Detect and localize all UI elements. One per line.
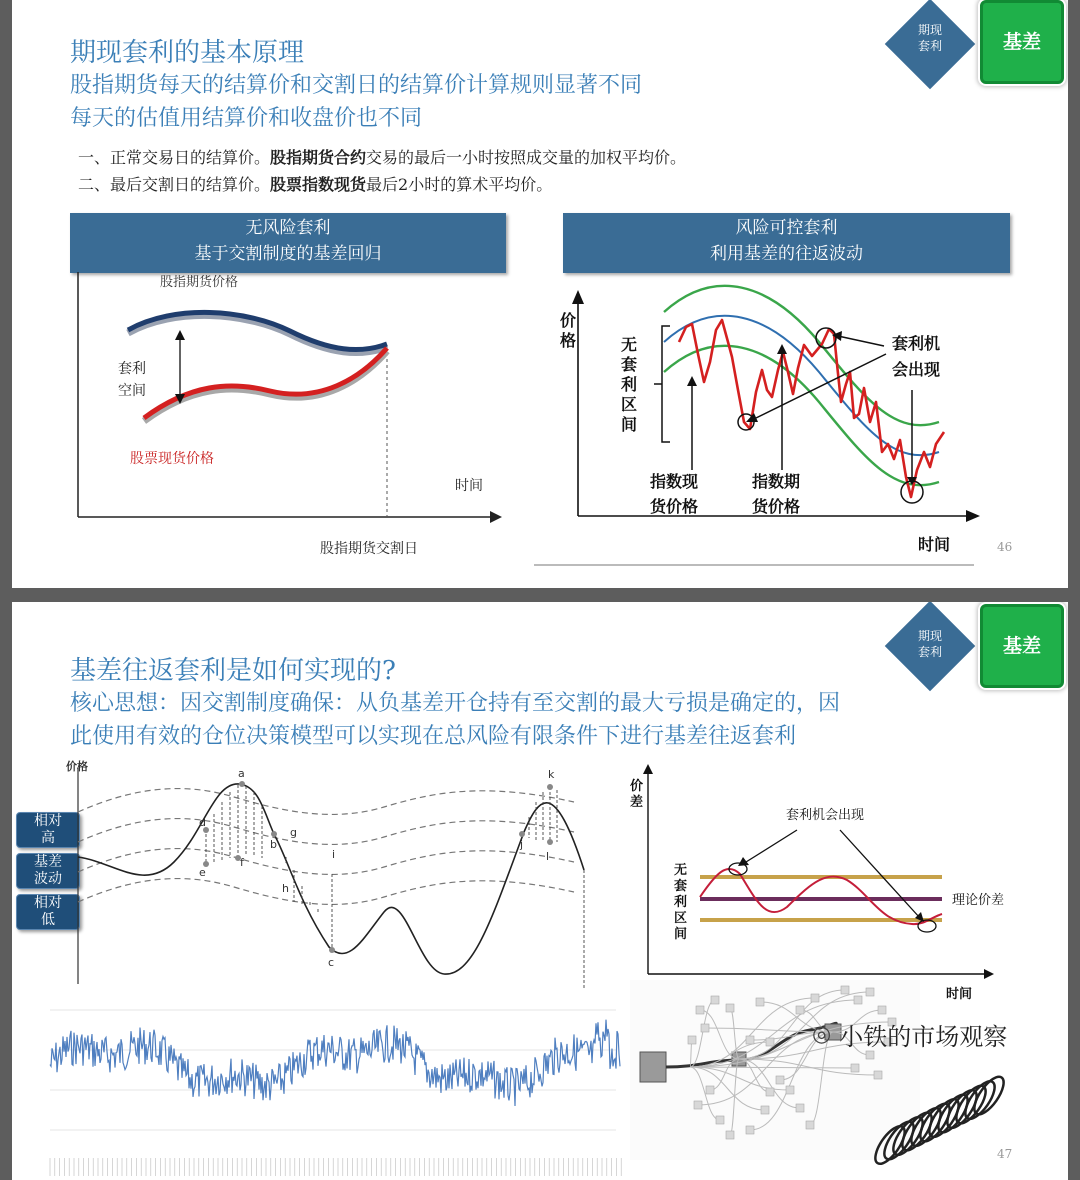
banner-left-line1: 无风险套利 [245, 218, 331, 238]
tree-leaf [766, 1088, 774, 1096]
time-axis-label: 时间 [455, 478, 483, 494]
price-y-label: 价格 [66, 760, 88, 773]
pointer-low [840, 830, 920, 918]
spring-coil [951, 1081, 991, 1127]
spring-coil [969, 1072, 1009, 1118]
label-basis-fluctuation [16, 853, 80, 889]
watermark-text: 小铁的市场观察 [839, 1023, 1008, 1051]
rule2-bold: 股票指数现货 [270, 175, 367, 194]
slide-subtitle-line1: 股指期货每天的结算价和交割日的结算价计算规则显著不同 [70, 73, 643, 98]
slide-subtitle-line1: 核心思想：因交割制度确保：从负基差开仓持有至交割的最大亏损是确定的，因 [70, 691, 841, 716]
tree-leaf [746, 1126, 754, 1134]
delivery-day-label: 股指期货交割日 [320, 541, 418, 557]
band-label-3: 利 [674, 895, 688, 910]
label-fluct-line1: 基差 [34, 854, 62, 870]
spring-coils [870, 1072, 1009, 1168]
slide-46 [12, 0, 1068, 588]
tree-leaf [701, 1024, 709, 1032]
futures-index-label-2: 货价格 [752, 497, 801, 516]
rule1-bold: 股指期货合约 [270, 148, 367, 167]
point-f: f [240, 856, 244, 869]
pointer-high [838, 336, 884, 346]
tag-diamond-line2: 套利 [917, 645, 942, 659]
marker [547, 839, 553, 845]
band-label-3: 利 [621, 375, 638, 394]
opportunity-label-2: 会出现 [892, 360, 941, 379]
spring-coil [897, 1108, 937, 1154]
basis-wave-line [78, 784, 584, 974]
point-k: k [548, 768, 555, 781]
spring-coil [924, 1095, 964, 1141]
futures-price-label: 股指期货价格 [160, 275, 239, 290]
rule-delivery-day [78, 172, 552, 195]
point-b: b [270, 838, 277, 851]
tag-diamond-line1: 期现 [917, 629, 942, 643]
rule1-suffix: 交易的最后一小时按照成交量的加权平均价。 [366, 148, 687, 167]
spot-index-label-2: 货价格 [650, 497, 699, 516]
marker [329, 947, 335, 953]
tree-root-node [640, 1052, 666, 1082]
band-bracket [662, 326, 670, 442]
tree-leaf [878, 1006, 886, 1014]
tree-leaf [776, 1076, 784, 1084]
price-y-label-2: 格 [560, 331, 577, 350]
basis-wave-diagram [66, 760, 584, 992]
tree-leaf [806, 1121, 814, 1129]
band-label-5: 间 [674, 927, 688, 942]
basis-time-series [26, 990, 626, 1180]
spread-y-label-2: 差 [630, 795, 644, 810]
tag-basis-button[interactable]: 基差 [980, 0, 1064, 84]
banner-riskless-arbitrage [70, 213, 506, 273]
mid-lower-dashed-band [78, 849, 574, 875]
series-x-ticks [50, 1158, 621, 1176]
band-arbitrage-diagram [534, 272, 1004, 572]
tree-leaf [851, 1064, 859, 1072]
point-j: j [520, 838, 524, 851]
band-label-4: 区 [621, 395, 638, 414]
spring-coil [870, 1122, 910, 1168]
basis-series-line [50, 1020, 620, 1106]
slide-title: 基差往返套利是如何实现的? [70, 656, 396, 686]
point-h: h [282, 882, 289, 895]
banner-left-line2: 基于交割制度的基差回归 [194, 244, 382, 264]
spring-coil [879, 1117, 919, 1163]
label-high-line2: 高 [41, 830, 55, 846]
banner-right-line1: 风险可控套利 [735, 218, 838, 238]
opportunity-label-1: 套利机 [892, 334, 941, 353]
tree-leaf [811, 994, 819, 1002]
spread-y-label-1: 价 [630, 779, 644, 794]
tree-leaf [756, 998, 764, 1006]
series-grid [50, 1010, 616, 1130]
band-label-1: 无 [674, 863, 688, 878]
tree-leaf [711, 996, 719, 1004]
pointer-futures-head [777, 344, 787, 354]
wechat-icon: ◎ [812, 1022, 832, 1047]
rule1-prefix: 一、正常交易日的结算价。 [78, 148, 271, 167]
rule2-prefix: 二、最后交割日的结算价。 [78, 175, 271, 194]
tree-leaf [796, 1006, 804, 1014]
page-number: 46 [997, 540, 1013, 554]
point-i: i [332, 848, 336, 861]
tree-leaf [726, 1004, 734, 1012]
label-low-line1: 相对 [34, 895, 62, 911]
tree-leaf [766, 1038, 774, 1046]
tag-diamond-text [885, 22, 975, 54]
theory-spread-label: 理论价差 [952, 893, 1005, 908]
page-number: 47 [997, 1147, 1013, 1161]
tree-leaf [786, 1086, 794, 1094]
tree-leaf [696, 1006, 704, 1014]
label-low-line2: 低 [41, 912, 55, 928]
futures-price-line [128, 312, 387, 349]
time-x-label: 时间 [918, 535, 951, 554]
futures-index-label-1: 指数期 [752, 472, 801, 491]
time-x-label: 时间 [946, 987, 973, 1002]
opportunity-label: 套利机会出现 [786, 808, 865, 823]
pointer-high [746, 830, 797, 862]
spread-band-diagram [622, 762, 1005, 1002]
spread-arrow-up [175, 330, 185, 340]
spring-coil [906, 1104, 946, 1150]
point-e: e [199, 866, 206, 879]
price-y-label-1: 价 [560, 311, 577, 330]
band-label-2: 套 [674, 879, 688, 894]
slide-47 [12, 602, 1068, 1180]
marker [519, 831, 525, 837]
tree-leaf [841, 986, 849, 994]
tree-leaf [688, 1036, 696, 1044]
x-axis-arrow [490, 511, 502, 523]
spot-price-label: 股票现货价格 [130, 451, 214, 467]
tag-diamond-text [885, 628, 975, 660]
rule-normal-day [78, 145, 686, 168]
point-l: l [546, 850, 550, 863]
x-axis-arrow [966, 510, 980, 522]
point-g: g [290, 826, 297, 839]
slide-subtitle-line2: 此使用有效的仓位决策模型可以实现在总风险有限条件下进行基差往返套利 [70, 724, 797, 749]
rule2-suffix: 最后2小时的算术平均价。 [366, 175, 553, 194]
banner-controlled-risk-arbitrage [563, 213, 1010, 273]
marker [547, 784, 553, 790]
spread-label-line2: 空间 [118, 383, 146, 399]
banner-right-line2: 利用基差的往返波动 [710, 244, 863, 264]
spring-coil [960, 1077, 1000, 1123]
spring-coil [888, 1113, 928, 1159]
slide-title: 期现套利的基本原理 [70, 38, 305, 68]
spot-index-label-1: 指数现 [650, 472, 699, 491]
band-label-4: 区 [674, 911, 688, 926]
spring-coil [933, 1090, 973, 1136]
tree-leaf [761, 1106, 769, 1114]
convergence-diagram [70, 272, 510, 572]
band-label-1: 无 [621, 335, 638, 354]
pointer-spot-head [687, 376, 697, 386]
tag-diamond-line1: 期现 [917, 23, 942, 37]
wave-point-labels [199, 767, 555, 969]
tree-leaf [866, 1051, 874, 1059]
x-axis-arrow [984, 969, 994, 979]
marker [271, 831, 277, 837]
label-fluct-line2: 波动 [34, 871, 62, 887]
upper-dashed-band [78, 789, 574, 815]
watermark [812, 1017, 1007, 1052]
point-c: c [328, 956, 335, 969]
tree-leaf [716, 1116, 724, 1124]
point-a: a [238, 767, 245, 780]
tag-basis-button[interactable]: 基差 [980, 604, 1064, 688]
tree-leaf [796, 1104, 804, 1112]
label-high-line1: 相对 [34, 813, 62, 829]
label-relative-low [16, 894, 80, 930]
tree-leaf [694, 1101, 702, 1109]
tree-leaf [726, 1131, 734, 1139]
wave-markers [203, 781, 553, 953]
spring-coil [942, 1086, 982, 1132]
tag-diamond-line2: 套利 [917, 39, 942, 53]
point-d: d [199, 816, 206, 829]
spread-label-line1: 套利 [118, 361, 146, 377]
tree-leaf [854, 996, 862, 1004]
label-relative-high [16, 812, 80, 848]
marker [239, 781, 245, 787]
band-label-2: 套 [621, 355, 638, 374]
mid-upper-dashed-band [78, 819, 574, 845]
tree-leaf [746, 1036, 754, 1044]
slide-subtitle-line2: 每天的估值用结算价和收盘价也不同 [70, 106, 423, 131]
y-axis-arrow [572, 290, 584, 304]
y-axis-arrow [643, 764, 653, 774]
spring-coil [915, 1099, 955, 1145]
band-label-5: 间 [621, 415, 638, 434]
tree-leaf [866, 988, 874, 996]
lower-dashed-band [78, 879, 574, 905]
spring-graphic [860, 1070, 1020, 1170]
hatch-lines-left [206, 785, 332, 950]
tree-leaf [706, 1086, 714, 1094]
